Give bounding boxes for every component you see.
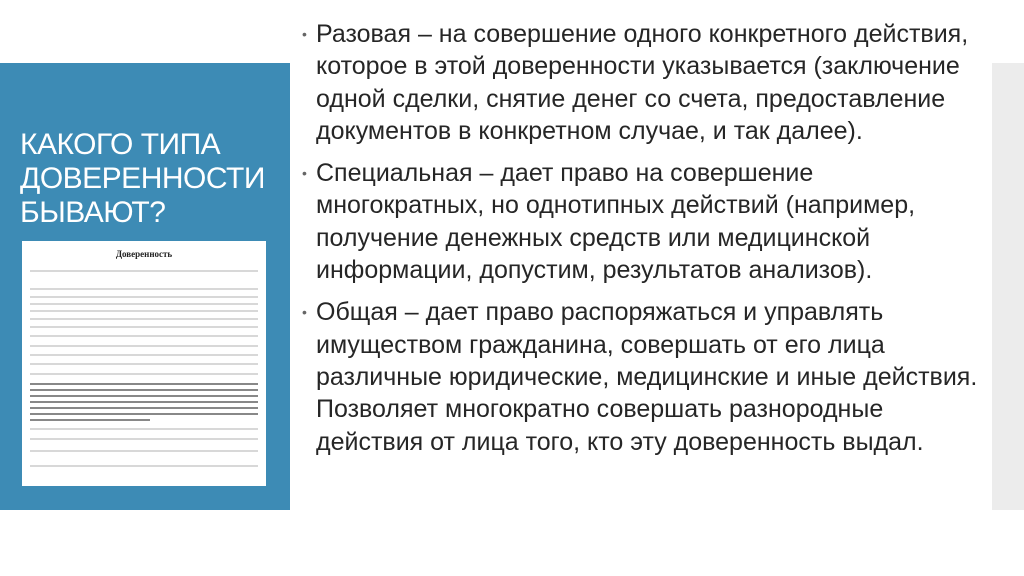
bullet-text: Разовая – на совершение одного конкретного действия, которое в этой доверенности указывается (заключение одной сделки, снятие денег со счета, предоставление документов в конкретном случае, и так далее).	[316, 20, 969, 145]
bullet-dot-icon: •	[302, 304, 307, 321]
scrollbar-track[interactable]	[992, 63, 1024, 510]
document-form-lines	[22, 241, 266, 486]
bullet-text: Общая – дает право распоряжаться и управлять имуществом гражданина, совершать от его лица различные юридические, медицинские и иные действия. Позволяет многократно совершать разнородные действия от лица того, кто эту доверенность выдал.	[316, 298, 978, 456]
bullet-text: Специальная – дает право на совершение многократных, но однотипных действий (например, получение денежных средств или медицинской информации, допустим, результатов анализов).	[316, 159, 916, 285]
bullet-item-one-time	[302, 18, 982, 147]
bullet-dot-icon: •	[302, 165, 307, 182]
bullet-list	[302, 18, 982, 468]
document-heading: Доверенность	[115, 249, 173, 259]
bullet-item-special	[302, 157, 982, 286]
bullet-item-general	[302, 296, 982, 457]
slide-title: КАКОГО ТИПА ДОВЕРЕННОСТИ БЫВАЮТ?	[20, 128, 265, 229]
bullet-dot-icon: •	[302, 26, 307, 42]
power-of-attorney-document-image	[22, 241, 266, 486]
